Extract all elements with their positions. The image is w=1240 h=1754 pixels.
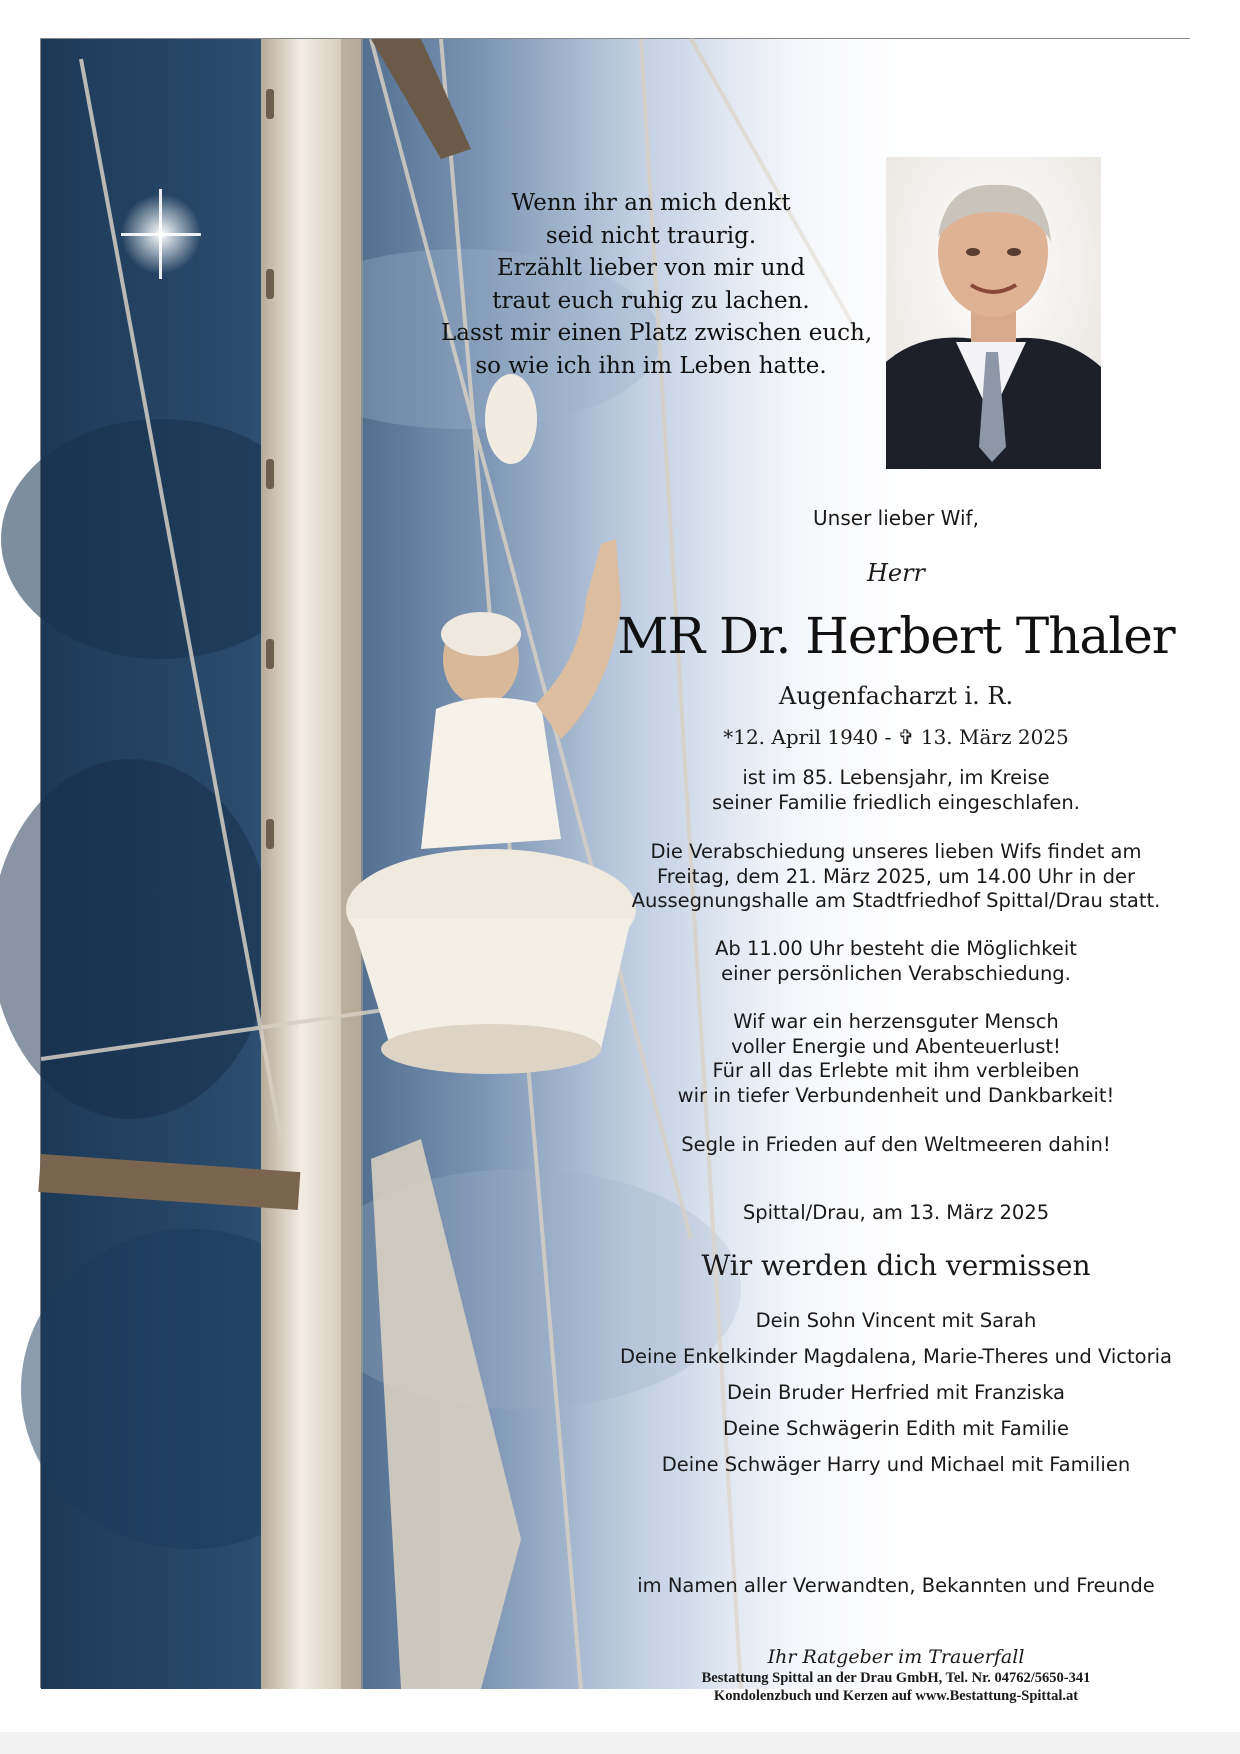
closing-line: im Namen aller Verwandten, Bekannten und Freunde — [637, 1574, 1155, 1597]
poem-line: Wenn ihr an mich denkt — [511, 190, 791, 216]
mourner-line: Dein Sohn Vincent mit Sarah — [755, 1309, 1037, 1332]
text-line: Aussegnungshalle am Stadtfriedhof Spittal/Drau statt. — [631, 889, 1161, 912]
life-dates: *12. April 1940 - ✞ 13. März 2025 — [723, 725, 1069, 749]
funeral-home-footer — [601, 1645, 1191, 1705]
text-line: wir in tiefer Verbundenheit und Dankbarkeit! — [677, 1083, 1115, 1107]
personal-farewell — [601, 937, 1191, 986]
profession: Augenfacharzt i. R. — [778, 682, 1014, 710]
text-line: Freitag, dem 21. März 2025, um 14.00 Uhr in der — [657, 864, 1135, 888]
poem-line: traut euch ruhig zu lachen. — [492, 287, 810, 314]
text-line: einer persönlichen Verabschiedung. — [721, 961, 1071, 985]
death-notice — [601, 766, 1191, 815]
mourners-list — [601, 1303, 1191, 1483]
funeral-home-web: Kondolenzbuch und Kerzen auf www.Bestattung-Spittal.at — [713, 1688, 1079, 1704]
mourner-line: Dein Bruder Herfried mit Franziska — [727, 1381, 1065, 1404]
poem-line: so wie ich ihn im Leben hatte. — [475, 352, 827, 379]
tribute-text — [601, 1010, 1191, 1108]
text-line: Segle in Frieden auf den Weltmeeren dahin! — [681, 1133, 1111, 1156]
poem-line: Erzählt lieber von mir und — [496, 255, 806, 281]
text-line: Wif war ein herzensguter Mensch — [733, 1010, 1059, 1033]
deceased-name: MR Dr. Herbert Thaler — [617, 607, 1175, 665]
mourners-heading: Wir werden dich vermissen — [701, 1249, 1091, 1282]
obituary-card — [40, 38, 1190, 1704]
funeral-home-contact: Bestattung Spittal an der Drau GmbH, Tel. Nr. 04762/5650-341 — [701, 1670, 1091, 1686]
text-line: seiner Familie friedlich eingeschlafen. — [712, 790, 1080, 814]
farewell-info — [601, 840, 1191, 914]
mourner-line: Deine Schwäger Harry und Michael mit Familien — [661, 1453, 1131, 1476]
text-line: Die Verabschiedung unseres lieben Wifs findet am — [650, 840, 1142, 863]
salutation: Herr — [866, 559, 926, 587]
mourner-line: Deine Schwägerin Edith mit Familie — [723, 1417, 1069, 1440]
death-announcement — [601, 39, 1191, 1689]
funeral-home-slogan: Ihr Ratgeber im Trauerfall — [767, 1646, 1025, 1668]
text-line: voller Energie und Abenteuerlust! — [731, 1034, 1061, 1058]
intro-text: Unser lieber Wif, — [813, 506, 979, 530]
text-line: ist im 85. Lebensjahr, im Kreise — [742, 766, 1050, 789]
scan-edge — [0, 1732, 1240, 1754]
sail-wish — [601, 1133, 1191, 1158]
text-line: Ab 11.00 Uhr besteht die Möglichkeit — [715, 937, 1077, 960]
poem-line: seid nicht traurig. — [545, 222, 757, 249]
place-date: Spittal/Drau, am 13. März 2025 — [742, 1201, 1050, 1224]
text-line: Für all das Erlebte mit ihm verbleiben — [712, 1059, 1080, 1082]
mourner-line: Deine Enkelkinder Magdalena, Marie-Theres und Victoria — [620, 1345, 1172, 1368]
poem-line: Lasst mir einen Platz zwischen euch, — [441, 320, 873, 346]
